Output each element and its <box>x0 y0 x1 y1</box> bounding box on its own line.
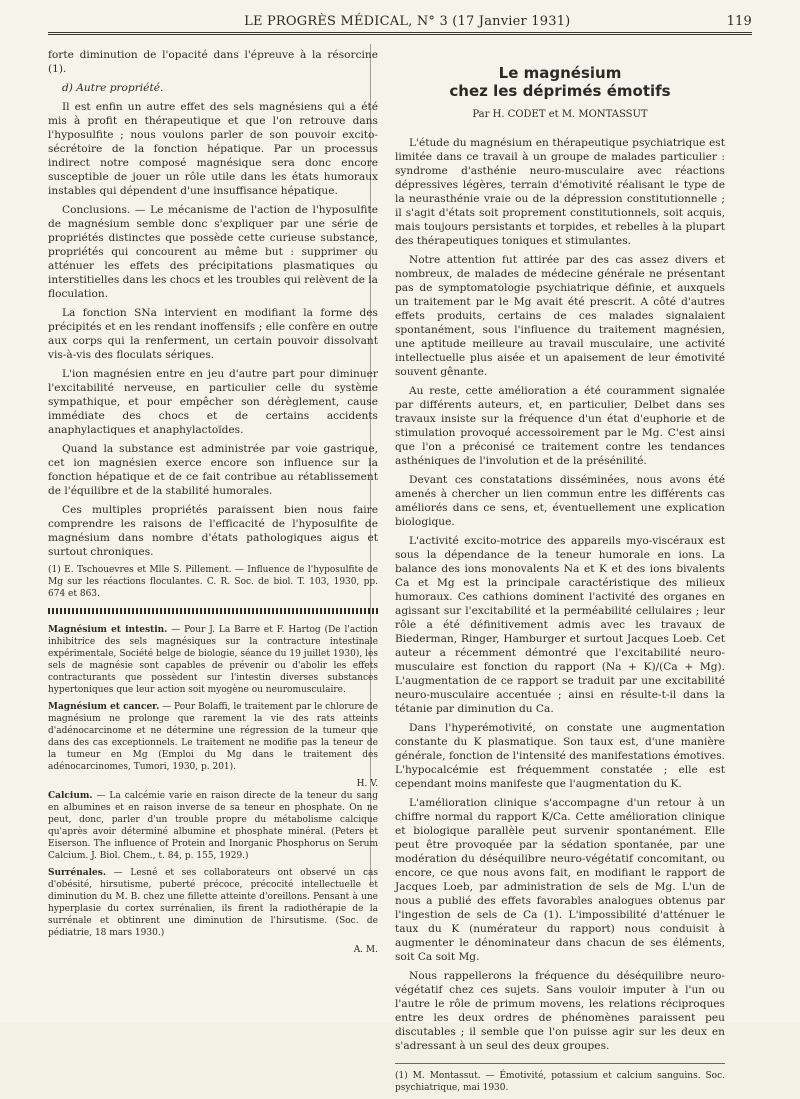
section-title: Magnésium et intestin. <box>48 625 168 635</box>
paragraph: La fonction SNa intervient en modifiant la forme des précipités et en les rendant inoffensifs ; elle confère en outre aux corps qui la renferment, un certain pouvoir dissolvant vis-à-vis des floculats sériques. <box>48 307 378 361</box>
running-head <box>48 14 752 29</box>
paragraph: Devant ces constatations disséminées, nous avons été amenés à chercher un lien commun entre les différents cas améliorés dans ce sens, et, éventuellement une explication biologique. <box>395 474 725 528</box>
right-column <box>395 48 725 1099</box>
header-rule <box>48 32 752 35</box>
paragraph: Au reste, cette amélioration a été couramment signalée par différents auteurs, et, en particulier, Delbet dans ses travaux insiste sur la fréquence d'un état d'euphorie et de stimulation provoqué accessoirement par le Mg. C'est ainsi que l'on a préconisé ce traitement contre les tendances asthéniques de l'involution et de la présénilité. <box>395 385 725 467</box>
initials: A. M. <box>353 945 378 955</box>
paragraph: Quand la substance est administrée par voie gastrique, cet ion magnésien exerce encore son influence sur la fonction hépatique et de ce fait contribue au rétablissement de l'équilibre et de la stabilité humorales. <box>48 443 378 497</box>
section-title: Calcium. <box>48 791 93 801</box>
paragraph: Ces multiples propriétés paraissent bien nous faire comprendre les raisons de l'efficacité de l'hyposulfite de magnésium dans nombre d'états pathologiques aigus et surtout chroniques. <box>48 504 378 558</box>
article-title-line-2: chez les déprimés émotifs <box>449 82 671 100</box>
paragraph: Il est enfin un autre effet des sels magnésiens qui a été mis à profit en thérapeutique et que l'on retrouve dans l'hyposulfite ; nous voulons parler de son pouvoir excito-sécrétoire de la fonction hépatique. Par un processus indirect notre composé magnésique sera donc encore susceptible de jouer un rôle utile dans les états humoraux instables qui dépendent d'une insuffisance hépatique. <box>48 101 378 197</box>
article-title-line-1: Le magnésium <box>498 64 622 82</box>
section-title: Surrénales. <box>48 868 106 878</box>
footnote-rule <box>395 1063 725 1064</box>
news-item <box>48 624 378 696</box>
section-text: — Pour Bolaffi, le traitement par le chlorure de magnésium ne prolonge que rarement la vie des rats atteints d'adénocarcinome et ne détermine une régression de la tumeur que dans des cas exceptionnels. Le traitement ne modifie pas la teneur de la tumeur en Mg (Emploi du Mg dans le traitement des adénocarcinomes, Tumori, 1930, p. 201). <box>48 702 378 772</box>
paragraph: Dans l'hyperémotivité, on constate une augmentation constante du K plasmatique. Son taux est, d'une manière générale, fonction de l'intensité des manifestations émotives. L'hypocalcémie est fréquemment constatée ; elle est cependant moins manifeste que l'augmentation du K. <box>395 722 725 790</box>
section-text: — Pour J. La Barre et F. Hartog (De l'action inhibitrice des sels magnésiques sur la contracture intestinale expérimentale, Société belge de biologie, séance du 19 juillet 1930), les sels de magnésie sont capables de prévenir ou d'abolir les effets contracturants que possèdent sur l'intestin diverses substances hypertoniques que leur action soit myogène ou neuromusculaire. <box>48 625 378 695</box>
left-column <box>48 48 378 956</box>
paragraph: Notre attention fut attirée par des cas assez divers et nombreux, de malades de médecine générale ne présentant pas de symptomatologie psychiatrique définie, et auxquels un traitement par le Mg avait été prescrit. A côté d'autres effets produits, certains de ces malades signalaient spontanément, sous l'influence du traitement magnésien, une aptitude meilleure au travail musculaire, une activité intellectuelle plus aisée et un apaisement de leur émotivité souvent gênante. <box>395 254 725 378</box>
footnote: (1) E. Tschouevres et Mlle S. Pillement. — Influence de l'hyposulfite de Mg sur les réactions floculantes. C. R. Soc. de biol. T. 103, 1930, pp. 674 et 863. <box>48 565 378 599</box>
section-title: Magnésium et cancer. <box>48 702 160 712</box>
news-item <box>48 790 378 862</box>
subheading: d) Autre propriété. <box>62 82 164 94</box>
paragraph: L'amélioration clinique s'accompagne d'un retour à un chiffre normal du rapport K/Ca. Cette amélioration clinique et biologique parallèle peut survenir spontanément. Elle peut être provoquée par la sédation spontanée, par une modération du déséquilibre neuro-végétatif concomitant, ou encore, ce que nous avons fait, en modifiant le rapport de Jacques Loeb, par administration de sels de Mg. L'un de nous a publié des effets favorables analogues obtenus par l'ingestion de sels de Ca (1). L'impossibilité d'atténuer le taux du K (numérateur du rapport) nous conduisit à augmenter le dénominateur dans chacun de ses éléments, soit Ca soit Mg. <box>395 797 725 963</box>
paragraph: L'ion magnésien entre en jeu d'autre part pour diminuer l'excitabilité nerveuse, en particulier celle du système sympathique, et pour empêcher son dérèglement, cause immédiate des chocs et de certains accidents anaphylactiques et anaphylactoïdes. <box>48 368 378 436</box>
news-item <box>48 701 378 773</box>
section-text: — Lesné et ses collaborateurs ont observé un cas d'obésité, hirsutisme, puberté précoce, précocité intellectuelle et diminution du M. B. chez une fillette atteinte d'oreillons. Pensant à une hyperplasie du cortex surrénalien, ils firent la radiothérapie de la surrénale et obtinrent une diminution de l'hirsutisme. (Soc. de pédiatrie, 18 mars 1930.) <box>48 868 378 938</box>
dotted-rule <box>48 608 378 614</box>
paragraph: L'étude du magnésium en thérapeutique psychiatrique est limitée dans ce travail à un groupe de malades particulier : syndrome d'asthénie neuro-musculaire avec réactions dépressives légères, terrain d'émotivité réalisant le type de la neurasthénie vraie ou de la dépression constitutionnelle ; il s'agit d'états soit proprement constitutionnels, soit acquis, mais toujours persistants et torpides, et rebelles à la plupart des thérapeutiques toniques et stimulantes. <box>395 137 725 247</box>
journal-title: LE PROGRÈS MÉDICAL, N° 3 (17 Janvier 1931) <box>244 14 571 29</box>
paragraph: Nous rappellerons la fréquence du déséquilibre neuro-végétatif chez ces sujets. Sans vouloir imputer à l'un ou l'autre le rôle de primum movens, les relations réciproques entre les deux ordres de phénomènes paraissent peu discutables ; il semble que l'on puisse agir sur les deux en s'adressant à un seul des deux groupes. <box>395 970 725 1052</box>
paragraph: forte diminution de l'opacité dans l'épreuve à la résorcine (1). <box>48 49 378 75</box>
section-text: — La calcémie varie en raison directe de la teneur du sang en albumines et en raison inverse de sa teneur en phosphate. On ne peut, donc, parler d'un trouble propre du métabolisme calcique qu'après avoir déterminé albumine et phosphate minéral. (Peters et Eiserson. The influence of Protein and Inorganic Phosphorus on Serum Calcium. J. Biol. Chem., t. 84, p. 155, 1929.) <box>48 791 378 861</box>
footnote: (1) M. Montassut. — Émotivité, potassium et calcium sanguins. Soc. psychiatrique, mai 1930. <box>395 1071 725 1093</box>
news-item <box>48 867 378 939</box>
article-byline: Par H. CODET et M. MONTASSUT <box>472 109 648 120</box>
paragraph: L'activité excito-motrice des appareils myo-viscéraux est sous la dépendance de la teneur humorale en ions. La balance des ions monovalents Na et K et des ions bivalents Ca et Mg est la principale caractéristique des milieux humoraux. Ces cathions dominent l'activité des organes en agissant sur l'excitabilité et la perméabilité cellulaires ; leur rôle a été définitivement admis avec les travaux de Biederman, Ringer, Hamburger et surtout Jacques Loeb. Cet auteur a récemment démontré que l'excitabilité neuro-musculaire est fonction du rapport (Na + K)/(Ca + Mg). L'augmentation de ce rapport se traduit par une excitabilité neuro-musculaire accentuée ; ainsi en résulte-t-il dans la tétanie par diminution du Ca. <box>395 535 725 715</box>
paragraph: Conclusions. — Le mécanisme de l'action de l'hyposulfite de magnésium semble donc s'expliquer par une série de propriétés distinctes que possède cette curieuse substance, propriétés qui concourent au même but : supprimer ou atténuer les effets des précipitations plasmatiques ou interstitielles dans les chocs et les troubles qui relèvent de la floculation. <box>48 204 378 300</box>
initials: H. V. <box>356 779 378 789</box>
page-number: 119 <box>726 14 752 29</box>
